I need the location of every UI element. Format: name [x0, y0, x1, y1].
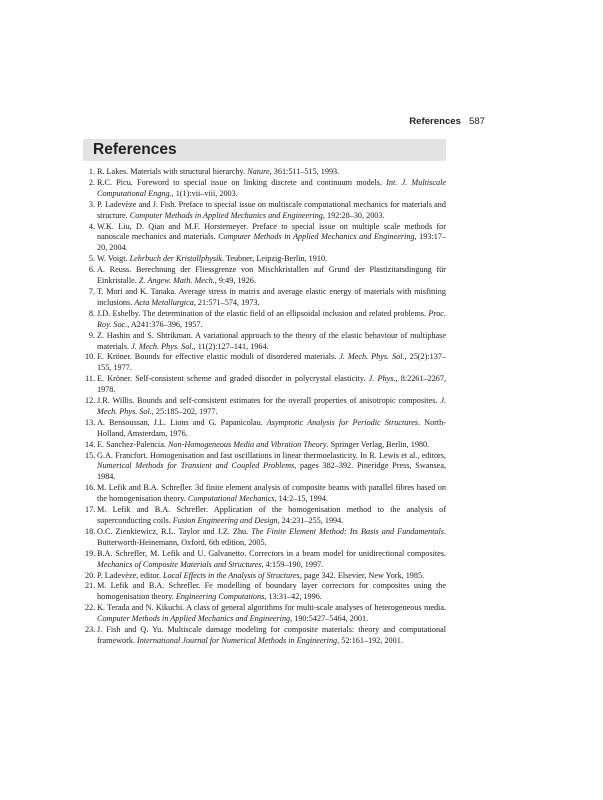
reference-venue: Acta Metallurgica: [134, 297, 194, 307]
reference-details: , 190:5427–5464, 2001.: [290, 614, 369, 624]
reference-venue: Computer Methods in Applied Mechanics and Engineering: [218, 232, 415, 242]
reference-authors-title: K. Terada and N. Kikuchi. A class of general algorithms for multi-scale analyses of heterogeneous media.: [97, 603, 446, 613]
running-head-title: References: [409, 116, 461, 127]
reference-authors-title: M. Lefik and B.A. Schrefler. 3d finite element analysis of composite beams with parallel fibres based on the homogenisation theory.: [97, 483, 446, 504]
reference-authors-title: P. Ladevèze, editor.: [97, 570, 163, 580]
reference-entry: [85, 167, 446, 178]
reference-text: [97, 200, 446, 222]
reference-details: . Teubner, Leipzig-Berlin, 1910.: [221, 254, 328, 264]
reference-venue: Nature: [247, 167, 270, 176]
reference-venue: The Finite Element Method: Its Basis and Fundamentals: [251, 526, 444, 536]
reference-venue: J. Phys.: [368, 374, 396, 384]
reference-venue: Fusion Engineering and Design: [172, 516, 278, 525]
reference-number: 12.: [85, 396, 96, 406]
reference-entry: [85, 603, 446, 625]
reference-details: , 361:511–515, 1993.: [269, 167, 340, 176]
reference-venue: Int. J. Multiscale Computational Engng.: [97, 177, 446, 198]
reference-details: , 24:231–255, 1994.: [277, 516, 344, 525]
reference-number: 18.: [85, 526, 96, 536]
reference-number: 23.: [85, 625, 96, 635]
section-heading-bar: [83, 139, 446, 161]
reference-number: 3.: [88, 199, 95, 209]
reference-text: [97, 571, 446, 582]
page-number: 587: [468, 116, 485, 127]
reference-details: , 4:159–190, 1997.: [261, 559, 324, 569]
reference-entry: [85, 527, 446, 549]
reference-text: [97, 451, 446, 484]
reference-entry: [85, 483, 446, 505]
reference-details: . Butterworth-Heinemann, Oxford, 6th edition, 2005.: [97, 526, 446, 547]
reference-venue: Lehrbuch der Kristallphysik: [129, 254, 222, 264]
reference-authors-title: J. Fish and Q. Yu. Multiscale damage modeling for composite materials: theory and computational framework.: [97, 625, 446, 645]
reference-venue: Proc. Roy. Soc.: [97, 308, 446, 329]
reference-text: [97, 581, 446, 603]
reference-entry: [85, 200, 446, 222]
reference-number: 16.: [85, 483, 96, 493]
reference-authors-title: E. Kröner. Self-consistent scheme and graded disorder in polycrystal elasticity.: [97, 374, 369, 384]
reference-text: [97, 483, 446, 505]
reference-authors-title: A. Reuss. Berechnung der Fliessgrenze von Mischkristallen auf Grund der Plastizitatsdingung für Einkristalle.: [97, 265, 446, 286]
reference-authors-title: M. Lefik and B.A. Schrefler. Application of the homogenisation method to the analysis of superconducting coils.: [97, 505, 446, 525]
reference-text: [97, 352, 446, 374]
reference-venue: International Journal for Numerical Methods in Engineering: [137, 635, 338, 645]
reference-authors-title: A. Bensoussan, J.L. Lions and G. Papanicolau.: [97, 417, 267, 427]
reference-text: [97, 603, 446, 625]
reference-venue: Asymptotic Analysis for Periodic Structures: [266, 417, 419, 427]
reference-authors-title: W.K. Liu, D. Qian and M.F. Horstemeyer. Preface to special issue on multiple scale methods for nanoscale mechanics and materials.: [97, 221, 446, 242]
reference-details: , 21:571–574, 1973.: [193, 297, 260, 307]
reference-number: 9.: [88, 330, 95, 340]
reference-text: [97, 287, 446, 309]
reference-number: 20.: [85, 570, 96, 580]
reference-venue: Numerical Methods for Transient and Coupled Problems: [97, 461, 295, 471]
reference-venue: Computational Mechanics: [187, 494, 275, 504]
reference-details: , 1(1):vii–viii, 2003.: [171, 188, 238, 198]
reference-text: [97, 527, 446, 549]
reference-details: , 193:17–20, 2004.: [97, 232, 446, 253]
reference-details: , A241:376–396, 1957.: [127, 319, 203, 329]
reference-entry: [85, 331, 446, 353]
reference-text: [97, 374, 446, 396]
reference-entry: [85, 374, 446, 396]
reference-entry: [85, 265, 446, 287]
reference-list: [85, 167, 446, 647]
reference-authors-title: Z. Hashin and S. Shtrikman. A variational approach to the theory of the elastic behaviour of multiphase materials.: [97, 330, 446, 351]
reference-entry: [85, 451, 446, 484]
reference-details: , 13:31–42, 1996.: [264, 592, 322, 602]
reference-number: 17.: [85, 505, 96, 515]
reference-text: [97, 625, 446, 647]
reference-number: 22.: [85, 603, 96, 613]
reference-details: , 192:28–30, 2003.: [322, 210, 385, 220]
reference-entry: [85, 505, 446, 527]
reference-text: [97, 178, 446, 200]
reference-venue: J. Mech. Phys. Sol.: [339, 352, 405, 362]
reference-number: 1.: [88, 167, 95, 176]
reference-details: , 8:2261–2267, 1978.: [97, 374, 446, 395]
reference-details: , 11(2):127–141, 1964.: [193, 341, 269, 351]
reference-authors-title: J.R. Willis. Bounds and self-consistent estimates for the overall properties of anisotropic composites.: [97, 396, 441, 406]
reference-entry: [85, 178, 446, 200]
reference-entry: [85, 549, 446, 571]
section-title: References: [93, 141, 177, 158]
reference-venue: Computer Methods in Applied Mechanics and Engineering: [97, 614, 291, 624]
reference-entry: [85, 396, 446, 418]
reference-authors-title: P. Ladevèze and J. Fish. Preface to special issue on multiscale computational mechanics for materials and structure.: [97, 199, 446, 220]
reference-text: [97, 309, 446, 331]
reference-authors-title: B.A. Schrefler, M. Lefik and U. Galvanetto. Correctors in a beam model for unidirectional composites.: [97, 548, 446, 558]
reference-text: [97, 222, 446, 255]
reference-details: , pages 382–392. Pineridge Press, Swansea, 1984.: [97, 461, 446, 482]
reference-venue: Mechanics of Composite Materials and Structures: [97, 559, 262, 569]
reference-authors-title: J.D. Eshelby. The determination of the elastic field of an ellipsoidal inclusion and related problems.: [97, 308, 429, 318]
reference-venue: Engineering Computations: [175, 592, 265, 602]
reference-number: 21.: [85, 581, 96, 591]
reference-number: 15.: [85, 450, 96, 460]
reference-authors-title: R.C. Picu. Foreword to special issue on linking discrete and continuum models.: [97, 177, 387, 187]
reference-authors-title: G.A. Francfort. Homogenisation and fast oscillations in linear thermoelasticity. In R. Lewis et al., editors,: [97, 450, 446, 460]
reference-authors-title: O.C. Zienkiewicz, R.L. Taylor and J.Z. Zhu.: [97, 526, 252, 536]
reference-text: [97, 167, 446, 178]
reference-authors-title: E. Sanchez-Palencia.: [97, 439, 168, 449]
reference-text: [97, 418, 446, 440]
reference-text: [97, 331, 446, 353]
reference-entry: [85, 222, 446, 255]
reference-number: 4.: [88, 221, 95, 231]
reference-entry: [85, 254, 446, 265]
reference-entry: [85, 287, 446, 309]
reference-text: [97, 254, 446, 265]
reference-venue: Z. Angew. Math. Mech.: [138, 276, 215, 286]
reference-details: , page 342. Elsevier, New York, 1985.: [299, 570, 425, 580]
running-head: [409, 116, 485, 128]
reference-number: 14.: [85, 439, 96, 449]
reference-venue: J. Mech. Phys. Sol.: [131, 341, 194, 351]
reference-details: , 14:2–15, 1994.: [274, 494, 328, 504]
reference-number: 13.: [85, 417, 96, 427]
reference-number: 8.: [88, 308, 95, 318]
reference-authors-title: E. Kröner. Bounds for effective elastic moduli of disordered materials.: [97, 352, 340, 362]
reference-number: 11.: [85, 374, 95, 384]
reference-details: . Springer Verlag, Berlin, 1980.: [326, 439, 430, 449]
reference-text: [97, 440, 446, 451]
reference-entry: [85, 418, 446, 440]
reference-text: [97, 505, 446, 527]
reference-authors-title: W. Voigt.: [97, 254, 130, 264]
reference-details: . North-Holland, Amsterdam, 1976.: [97, 417, 447, 438]
reference-authors-title: T. Mori and K. Tanaka. Average stress in matrix and average elastic energy of materials with misfitting inclusions.: [97, 286, 446, 307]
reference-details: , 52:161–192, 2001.: [337, 635, 403, 645]
reference-details: , 25:185–202, 1977.: [151, 406, 218, 416]
reference-number: 19.: [85, 548, 96, 558]
reference-details: , 9:49, 1926.: [214, 276, 256, 286]
reference-entry: [85, 309, 446, 331]
reference-entry: [85, 571, 446, 582]
reference-number: 6.: [88, 265, 95, 275]
reference-entry: [85, 581, 446, 603]
reference-number: 7.: [88, 286, 95, 296]
reference-details: , 25(2):137–155, 1977.: [97, 352, 446, 373]
reference-venue: Local Effects in the Analysis of Structures: [162, 570, 300, 580]
reference-authors-title: R. Lakes. Materials with structural hierarchy.: [97, 167, 248, 176]
reference-authors-title: M. Lefik and B.A. Schrefler. Fe modelling of boundary layer correctors for composites using the homogenisation theory.: [97, 581, 446, 602]
reference-text: [97, 265, 446, 287]
reference-venue: Computer Methods in Applied Mechanics and Engineering: [129, 210, 323, 220]
reference-venue: J. Mech. Phys. Sol.: [97, 396, 446, 416]
reference-number: 5.: [88, 254, 95, 264]
reference-number: 2.: [88, 177, 95, 187]
reference-text: [97, 396, 446, 418]
reference-entry: [85, 625, 446, 647]
reference-text: [97, 549, 446, 571]
reference-entry: [85, 352, 446, 374]
reference-entry: [85, 440, 446, 451]
reference-venue: Non-Homogeneous Media and Vibration Theory: [167, 439, 327, 449]
reference-number: 10.: [85, 352, 96, 362]
